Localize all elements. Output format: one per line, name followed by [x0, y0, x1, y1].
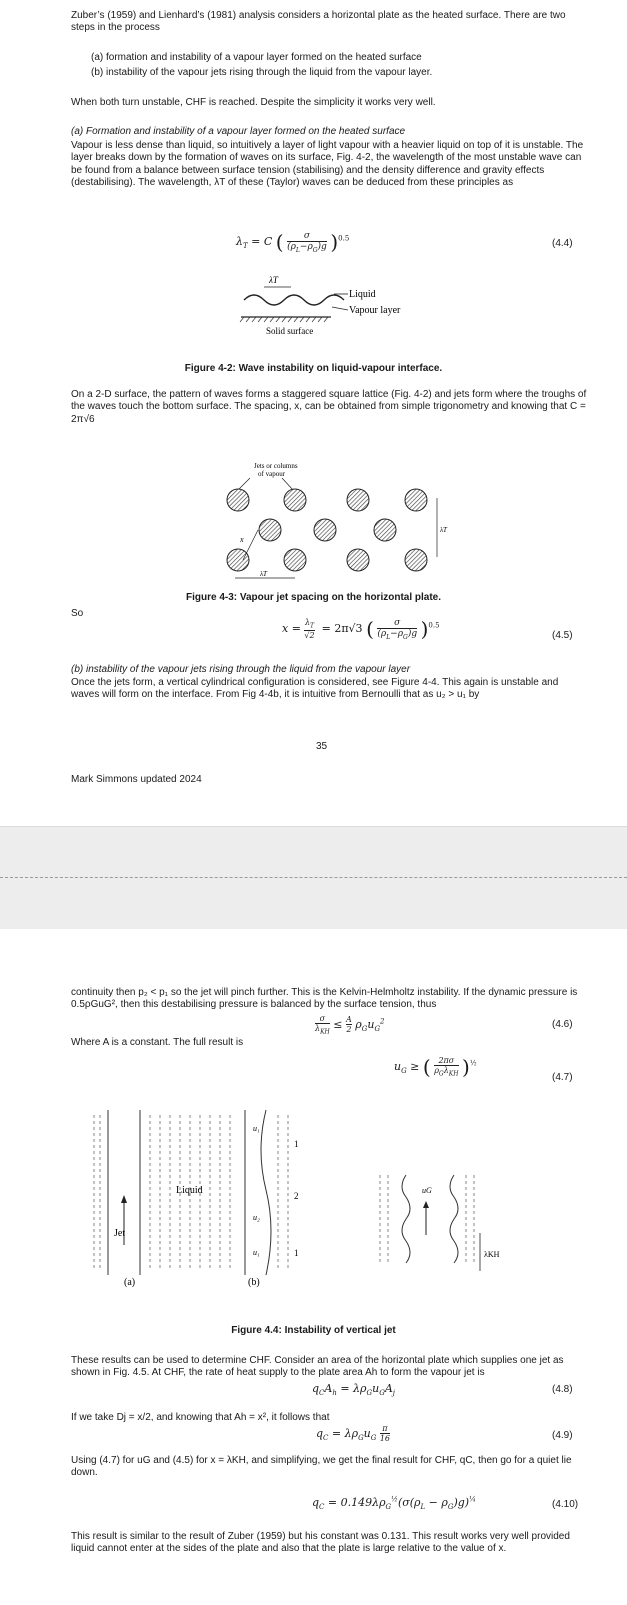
- step-a: (a) formation and instability of a vapour layer formed on the heated surface: [91, 52, 422, 63]
- solid-surface-label: Solid surface: [266, 326, 314, 336]
- x-label: x: [240, 535, 244, 544]
- vapour-jet-circle: [347, 489, 369, 511]
- equation-4-10-number: (4.10): [552, 1499, 579, 1510]
- equation-4-8: $q_CA_h = \lambda\rho_Gu_GA_j$: [312, 1382, 395, 1398]
- u1-top-label: u₁: [253, 1124, 260, 1133]
- vapour-jet-circle: [347, 549, 369, 571]
- lambda-kh-label: λKH: [484, 1250, 500, 1259]
- where-a-text: Where A is a constant. The full result is: [71, 1037, 244, 1048]
- x-spacing-arrow: [243, 530, 258, 560]
- figure-b-label: (b): [248, 1277, 260, 1288]
- vapour-jet-circle: [227, 489, 249, 511]
- jet-flow-arrowhead: [121, 1195, 127, 1203]
- lambda-bottom-label: λT: [260, 570, 267, 578]
- figure-4-3-caption: Figure 4-3: Vapour jet spacing on the horizontal plate.: [185, 592, 442, 603]
- jet-b-right-edge: [450, 1175, 458, 1263]
- equation-4-7-number: (4.7): [552, 1072, 573, 1083]
- section-1-label-top: 1: [294, 1139, 299, 1149]
- jets-label-line2: of vapour: [258, 470, 286, 478]
- equation-4-9: $q_C = \lambda\rho_Gu_G$ $\frac{\pi}{16}$: [316, 1424, 391, 1443]
- jet-lattice: [227, 489, 427, 571]
- wavy-jet-right: [261, 1110, 271, 1275]
- jets-pointer-right: [282, 478, 293, 490]
- vapour-jet-circle: [227, 549, 249, 571]
- section-a-heading: (a) Formation and instability of a vapour layer formed on the heated surface: [71, 126, 406, 137]
- surface-hatching: [240, 317, 328, 322]
- jets-label-line1: Jets or columns: [254, 462, 298, 470]
- vapour-layer-label: Vapour layer: [349, 305, 401, 316]
- figure-a-label: (a): [124, 1277, 136, 1288]
- equation-4-4: $\lambda_T = C$ ( $\frac{\sigma}{(\rho_L-\rho_G)g}$ )$^{0.5}$: [236, 230, 350, 254]
- wave-instability-figure: [236, 272, 436, 340]
- equation-4-8-number: (4.8): [552, 1384, 573, 1395]
- page-number: 35: [316, 741, 328, 752]
- chf-statement: When both turn unstable, CHF is reached. Despite the simplicity it works very well.: [71, 97, 436, 108]
- equation-4-5-number: (4.5): [552, 630, 573, 641]
- vertical-jet-instability-figure: [88, 1105, 538, 1295]
- dj-paragraph: If we take Dj = x/2, and knowing that Ah = x², it follows that: [71, 1412, 330, 1423]
- final-paragraph: This result is similar to the result of Zuber (1959) but his constant was 0.131. This result works very well provided liquid cannot enter at the sides of the plate and also that the plate is large relative to the value of x.: [71, 1531, 570, 1555]
- step-b: (b) instability of the vapour jets rising through the liquid from the vapour layer.: [91, 67, 433, 78]
- u2-label: u₂: [253, 1213, 260, 1222]
- vapour-pointer: [332, 307, 348, 310]
- chf-paragraph: These results can be used to determine CHF. Consider an area of the horizontal plate which supplies one jet as shown in Fig. 4.5. At CHF, the rate of heat supply to the plate area Ah to form the vapour jet is: [71, 1355, 564, 1379]
- footer-author: Mark Simmons updated 2024: [71, 774, 202, 785]
- equation-4-6-number: (4.6): [552, 1019, 573, 1030]
- wave-interface: [244, 295, 344, 305]
- so-label: So: [71, 608, 84, 619]
- jet-b-left-edge: [402, 1175, 410, 1263]
- equation-4-6: σ $\lambda_{KH}$ ≤ $\frac{A}{2}$ $\rho_Gu_G^2$: [315, 1014, 385, 1036]
- jets-pointer-left: [238, 478, 250, 490]
- vapour-jet-circle: [259, 519, 281, 541]
- equation-4-10: $q_C = 0.149\lambda\rho_G^{\frac{1}{2}}(\sigma(\rho_L - \rho_G)g)^{\frac{1}{4}}$: [312, 1495, 476, 1511]
- section-2-label: 2: [294, 1191, 299, 1201]
- lambda-side-label: λT: [440, 526, 447, 534]
- vapour-jet-circle: [284, 489, 306, 511]
- jet-label: Jet: [114, 1228, 126, 1239]
- section-b-heading: (b) instability of the vapour jets rising through the liquid from the vapour layer: [71, 664, 411, 675]
- continuity-paragraph: continuity then p₂ < p₁ so the jet will pinch further. This is the Kelvin-Helmholtz instability. If the dynamic pressure is 0.5ρGuG², then this destabilising pressure is balanced by the surface tension, thus: [71, 987, 578, 1011]
- using-paragraph: Using (4.7) for uG and (4.5) for x = λKH, and simplifying, we get the final result for CHF, qC, then go for a quiet lie down.: [71, 1455, 572, 1479]
- section-b-paragraph: Once the jets form, a vertical cylindrical configuration is considered, see Figure 4-4. This again is unstable and waves will form on the interface. From Fig 4-4b, it is intuitive from Bernoulli that as u₂ > u₁ by: [71, 677, 559, 701]
- section-a-paragraph: Vapour is less dense than liquid, so intuitively a layer of light vapour with a heavier liquid on top of it is unstable. The layer breaks down by the formation of waves on its surface, Fig. 4-2, the wavelength of the most unstable wave can be found from a balance between surface tension (stabilising) and the density difference and gravity effects (destabilising). The wavelength, λT of these (Taylor) waves can be deduced from these principles as: [71, 140, 584, 189]
- ug-arrowhead: [423, 1201, 429, 1208]
- document-page-2: [0, 929, 627, 1605]
- equation-4-4-number: (4.4): [552, 238, 573, 249]
- section-1-label-bottom: 1: [294, 1248, 299, 1258]
- vapour-jet-spacing-figure: [220, 460, 450, 600]
- liquid-label: Liquid: [349, 289, 376, 300]
- ug-label: uG: [422, 1186, 432, 1195]
- vapour-jet-circle: [405, 489, 427, 511]
- vapour-jet-circle: [405, 549, 427, 571]
- figure-4-4-caption: Figure 4.4: Instability of vertical jet: [231, 1325, 396, 1336]
- lambda-t-label: λT: [269, 275, 278, 285]
- vapour-jet-circle: [374, 519, 396, 541]
- page-break: [0, 826, 627, 930]
- vapour-jet-circle: [314, 519, 336, 541]
- u1-bottom-label: u₁: [253, 1248, 260, 1257]
- equation-4-5: x = $\frac{\lambda_T}{√2}$ = 2π√3 ( $\frac{\sigma}{(\rho_L-\rho_G)g}$ )$^{0.5}$: [282, 617, 440, 641]
- equation-4-9-number: (4.9): [552, 1430, 573, 1441]
- vapour-jet-circle: [284, 549, 306, 571]
- intro-paragraph: Zuber’s (1959) and Lienhard’s (1981) analysis considers a horizontal plate as the heated surface. There are two steps in the process: [71, 10, 566, 34]
- lattice-paragraph: On a 2-D surface, the pattern of waves forms a staggered square lattice (Fig. 4-2) and jets form where the troughs of the waves touch the bottom surface. The spacing, x, can be obtained from simple trigonometry and knowing that C = 2π√6: [71, 389, 587, 425]
- equation-4-7: $u_G$ ≥ ( 2πσ $\rho_G\lambda_{KH}$ )$^{\frac{1}{2}}$: [394, 1055, 477, 1079]
- figure-4-2-caption: Figure 4-2: Wave instability on liquid-vapour interface.: [184, 363, 443, 374]
- liquid-label: Liquid: [176, 1185, 203, 1196]
